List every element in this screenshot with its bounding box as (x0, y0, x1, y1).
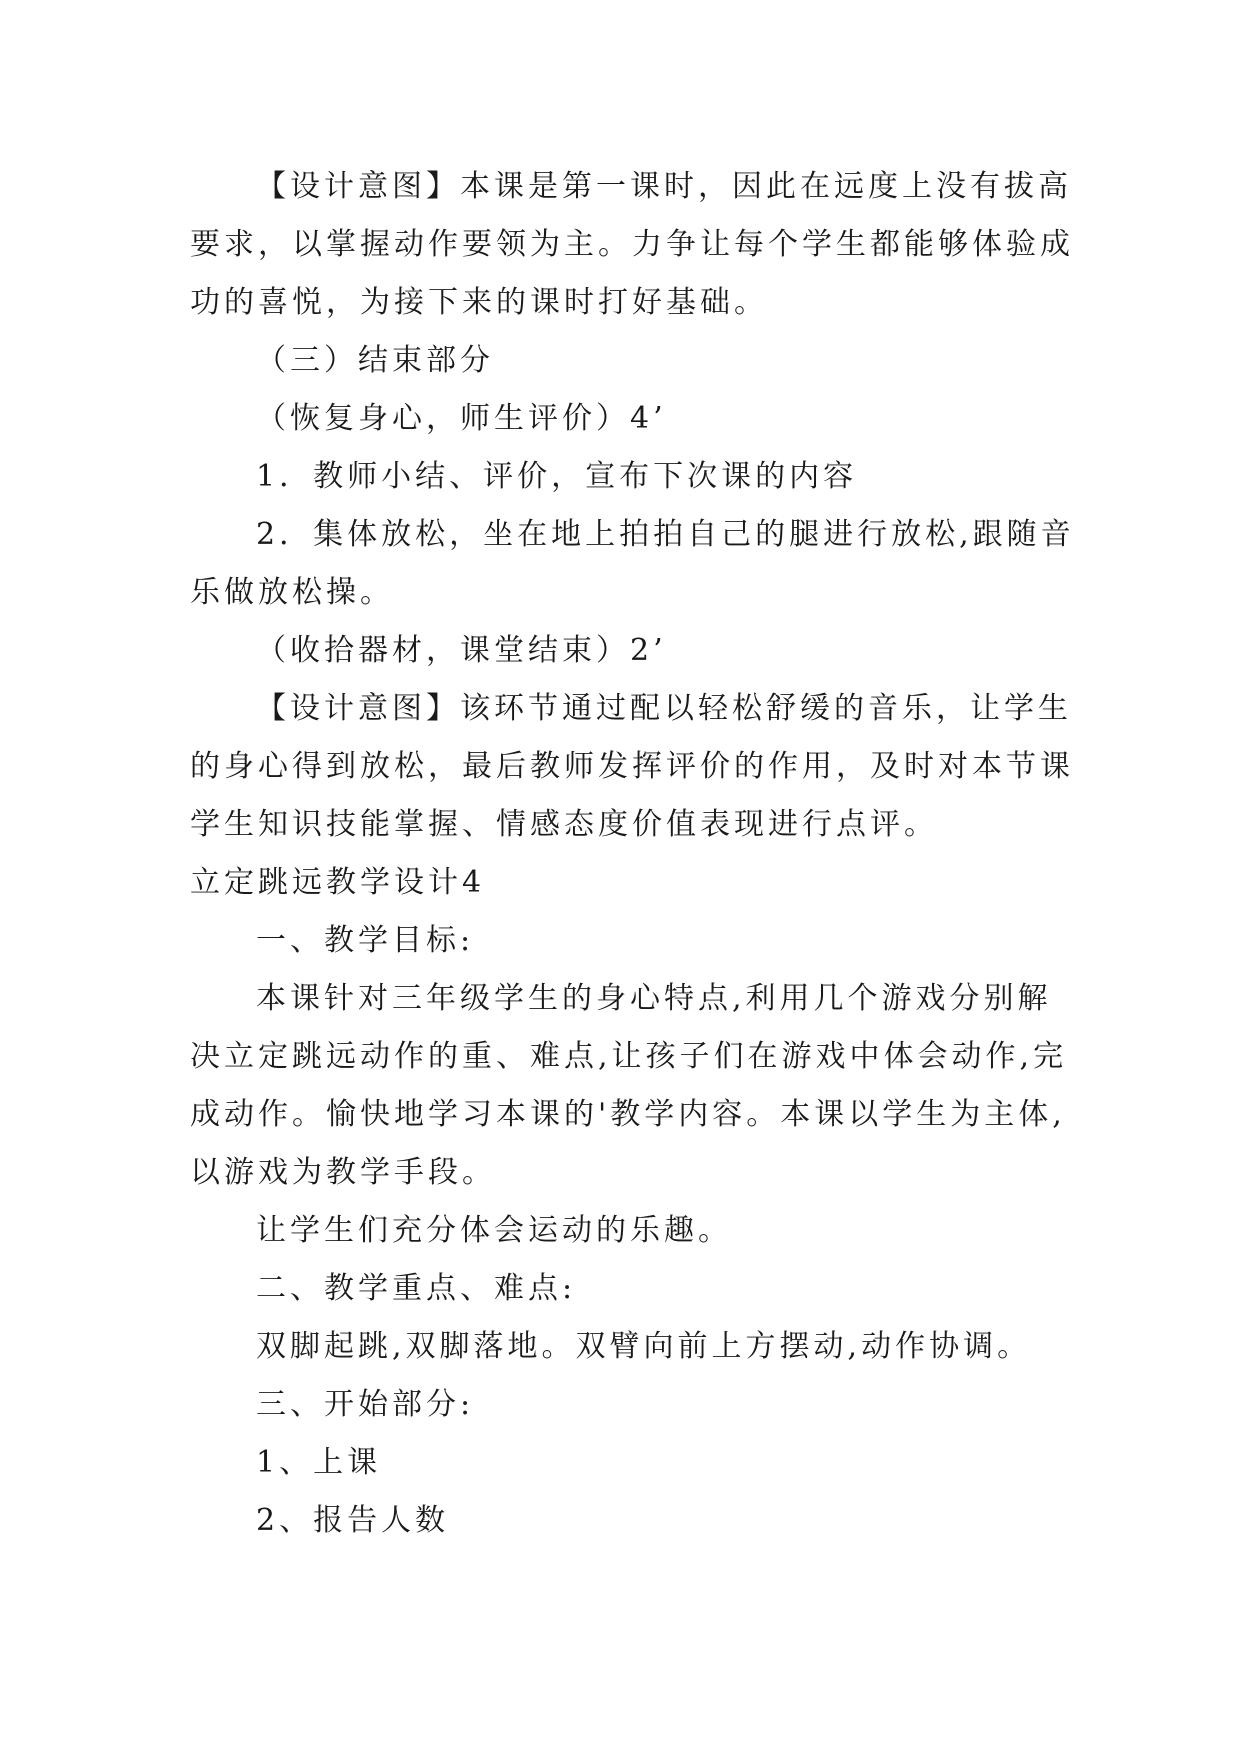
list-item: 2、报告人数 (256, 1503, 450, 1538)
paragraph-line: 【设计意图】本课是第一课时，因此在远度上没有拔高 (256, 169, 1072, 204)
section-heading: 二、教学重点、难点: (256, 1271, 577, 1306)
paragraph-line: （收拾器材，课堂结束）2’ (256, 633, 667, 668)
document-title: 立定跳远教学设计4 (190, 865, 486, 900)
paragraph-line: 以游戏为教学手段。 (190, 1155, 496, 1190)
list-item: 1．教师小结、评价，宣布下次课的内容 (256, 459, 858, 494)
section-heading: （三）结束部分 (256, 343, 494, 378)
paragraph-line: 让学生们充分体会运动的乐趣。 (256, 1213, 732, 1248)
section-heading: 一、教学目标: (256, 923, 475, 958)
paragraph-line: 双脚起跳,双脚落地。双臂向前上方摆动,动作协调。 (256, 1329, 1032, 1364)
paragraph-line: 乐做放松操。 (190, 575, 394, 610)
document-body (190, 158, 1075, 1550)
section-heading: 三、开始部分: (256, 1387, 475, 1422)
paragraph-line: 要求，以掌握动作要领为主。力争让每个学生都能够体验成 (190, 227, 1074, 262)
paragraph-line: 成动作。愉快地学习本课的'教学内容。本课以学生为主体, (190, 1097, 1066, 1132)
paragraph-line: 决立定跳远动作的重、难点,让孩子们在游戏中体会动作,完 (190, 1039, 1068, 1074)
paragraph-line: 学生知识技能掌握、情感态度价值表现进行点评。 (190, 807, 938, 842)
list-item: 2．集体放松，坐在地上拍拍自己的腿进行放松,跟随音 (256, 517, 1075, 552)
paragraph-line: 【设计意图】该环节通过配以轻松舒缓的音乐，让学生 (256, 691, 1072, 726)
paragraph-line: 的身心得到放松，最后教师发挥评价的作用，及时对本节课 (190, 749, 1074, 784)
paragraph-line: 功的喜悦，为接下来的课时打好基础。 (190, 285, 768, 320)
paragraph-line: （恢复身心，师生评价）4’ (256, 401, 667, 436)
list-item: 1、上课 (256, 1445, 382, 1480)
paragraph-line: 本课针对三年级学生的身心特点,利用几个游戏分别解 (256, 981, 1052, 1016)
